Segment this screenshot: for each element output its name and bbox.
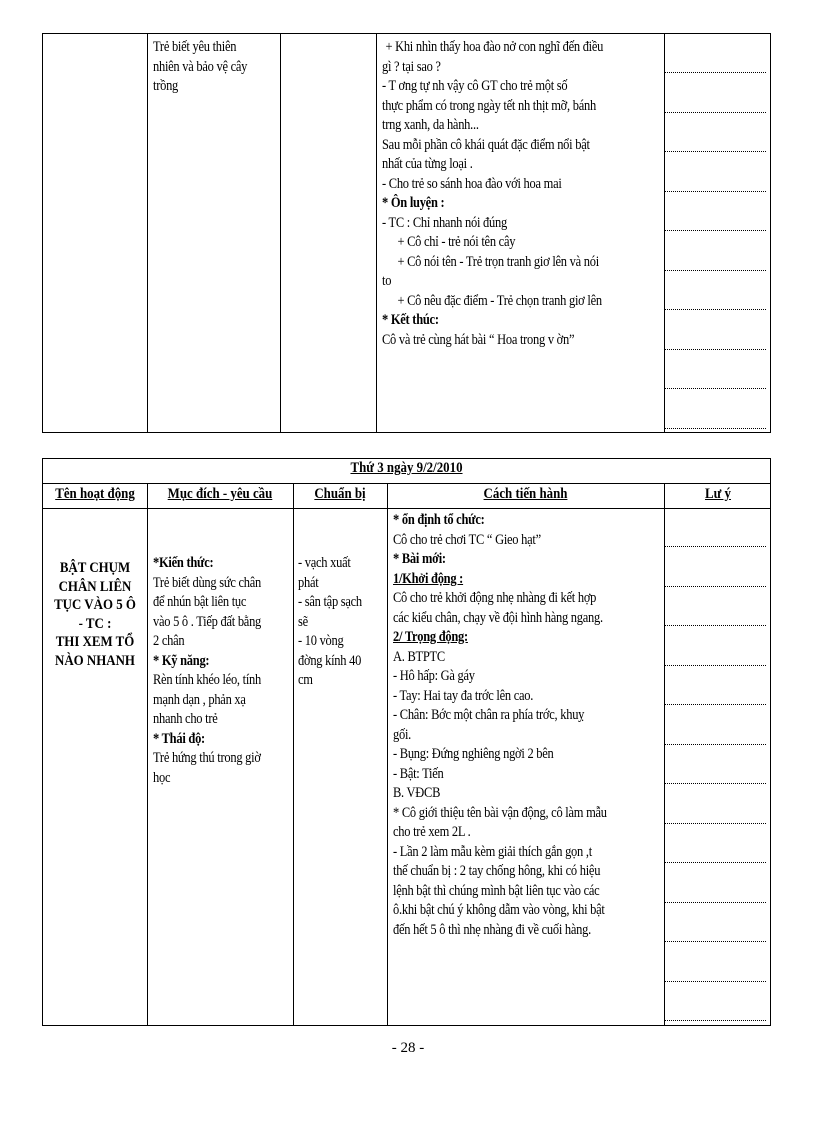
text-line: NÀO NHANH [55, 652, 135, 669]
text-line: trng xanh, da hành... [382, 117, 479, 133]
table-2 [42, 458, 771, 1026]
dotted-line [664, 941, 766, 942]
col-divider [280, 34, 281, 432]
text-line: - Chân: Bớc một chân ra phía trớc, khuỵ [393, 707, 585, 723]
text-line: + Cô nêu đặc điểm - Trẻ chọn tranh giơ lên [397, 292, 602, 309]
table-1 [42, 33, 771, 433]
text-line: * Kỹ năng: [153, 652, 210, 669]
header-activity: Tên hoạt động [55, 486, 135, 502]
procedure-cell [393, 511, 607, 940]
table1-purpose-cell [153, 38, 247, 97]
text-line: BẬT CHỤM [59, 560, 131, 576]
text-line: Cô cho trẻ khởi động nhẹ nhàng đi kết hợp [393, 590, 597, 606]
dotted-line [664, 783, 766, 784]
text-line: - Hô hấp: Gà gáy [393, 668, 475, 684]
text-line: * ổn định tổ chức: [393, 512, 485, 528]
text-line: * Thái độ: [153, 730, 205, 747]
text-line: 1/Khởi động : [393, 570, 464, 587]
header-notes: Lư ý [704, 486, 732, 502]
text-line: TỤC VÀO 5 Ô [54, 597, 136, 613]
text-line: cm [298, 672, 313, 688]
dotted-line [664, 546, 766, 547]
text-line: Trẻ hứng thú trong giờ [153, 750, 261, 766]
text-line: sẽ [298, 613, 308, 630]
text-line: nhất của từng loại . [382, 156, 473, 172]
text-line: 2 chân [153, 633, 185, 649]
text-line: - sân tập sạch [298, 594, 362, 610]
dotted-line [664, 230, 766, 231]
col-divider [293, 483, 294, 1025]
header-procedure: Cách tiến hành [483, 486, 568, 502]
text-line: đờng kính 40 [298, 652, 362, 669]
table1-procedure-cell [382, 38, 603, 350]
text-line: - 10 vòng [298, 633, 344, 649]
text-line: để nhún bật liên tục [153, 594, 247, 610]
text-line: A. BTPTC [393, 648, 445, 665]
table1-notes-dotted-lines [664, 34, 766, 432]
dotted-line [664, 586, 766, 587]
text-line: thế chuẩn bị : 2 tay chống hông, khi có hiệu [393, 863, 601, 879]
text-line: - TC : Chỉ nhanh nói đúng [382, 214, 507, 231]
col-divider [147, 34, 148, 432]
preparation-cell [298, 554, 362, 691]
text-line: mạnh dạn , phản xạ [153, 691, 246, 708]
dotted-line [664, 981, 766, 982]
text-line: phát [298, 574, 319, 591]
text-line: + Khi nhìn thấy hoa đào nở con nghĩ đến điều [385, 39, 604, 55]
text-line: - vạch xuất [298, 555, 351, 571]
dotted-line [664, 625, 766, 626]
dotted-line [664, 744, 766, 745]
header-divider [43, 508, 770, 509]
dotted-line [664, 309, 766, 310]
col-divider [147, 483, 148, 1025]
text-line: - TC : [78, 615, 112, 632]
text-line: * Cô giới thiệu tên bài vận động, cô làm mẫu [393, 804, 607, 821]
text-line: Trẻ biết dùng sức chân [153, 574, 261, 591]
dotted-line [664, 428, 766, 429]
dotted-line [664, 823, 766, 824]
text-line: các kiểu chân, chạy về đội hình hàng ngang. [393, 609, 603, 626]
text-line: nhiên và bảo vệ cây [153, 58, 248, 75]
page-number: - 28 - [391, 1040, 425, 1056]
text-line: trồng [153, 78, 179, 94]
text-line: THI XEM TỔ [55, 634, 135, 650]
text-line: Cô và trẻ cùng hát bài “ Hoa trong v ờn” [382, 331, 575, 348]
dotted-line [664, 902, 766, 903]
text-line: - Bụng: Đứng nghiêng ngời 2 bên [393, 746, 554, 762]
text-line: học [153, 769, 171, 786]
text-line: - T ơng tự nh vậy cô GT cho trẻ một số [382, 78, 568, 94]
text-line: ô.khi bật chú ý không dẫm vào vòng, khi bật [393, 902, 605, 918]
dotted-line [664, 151, 766, 152]
text-line: - Lần 2 làm mẫu kèm giải thích gắn gọn ,t [393, 843, 592, 860]
dotted-line [664, 1020, 766, 1021]
text-line: CHÂN LIÊN [58, 578, 132, 595]
text-line: - Cho trẻ so sánh hoa đào với hoa mai [382, 175, 562, 192]
col-divider [376, 34, 377, 432]
title-divider [43, 483, 770, 484]
text-line: * Bài mới: [393, 551, 446, 567]
text-line: *Kiến thức: [153, 555, 214, 571]
dotted-line [664, 270, 766, 271]
text-line: 2/ Trọng động: [393, 629, 468, 645]
text-line: Sau mỗi phần cô khái quát đặc điểm nổi bật [382, 136, 590, 153]
dotted-line [664, 349, 766, 350]
text-line: - Tay: Hai tay đa trớc lên cao. [393, 687, 534, 704]
text-line: + Cô chỉ - trẻ nói tên cây [397, 234, 516, 250]
col-divider [387, 483, 388, 1025]
activity-name-cell [52, 559, 138, 670]
dotted-line [664, 388, 766, 389]
text-line: nhanh cho trẻ [153, 711, 218, 727]
dotted-line [664, 665, 766, 666]
table2-notes-dotted-lines [664, 508, 766, 1025]
text-line: Trẻ biết yêu thiên [153, 39, 237, 55]
text-line: Cô cho trẻ chơi TC “ Gieo hạt” [393, 531, 541, 548]
text-line: cho trẻ xem 2L . [393, 824, 471, 840]
text-line: * Kết thúc: [382, 312, 439, 328]
header-purpose: Mục đích - yêu cầu [167, 486, 273, 502]
dotted-line [664, 862, 766, 863]
text-line: - Bật: Tiến [393, 765, 444, 782]
header-preparation: Chuẩn bị [314, 486, 366, 502]
text-line: B. VĐCB [393, 785, 441, 801]
text-line: đến hết 5 ô thì nhẹ nhàng đi về cuối hàng. [393, 921, 592, 938]
dotted-line [664, 72, 766, 73]
text-line: thực phẩm có trong ngày tết nh thịt mỡ, bánh [382, 97, 596, 114]
dotted-line [664, 112, 766, 113]
text-line: gì ? tại sao ? [382, 58, 441, 75]
dotted-line [664, 191, 766, 192]
text-line: * Ôn luyện : [382, 195, 445, 211]
text-line: + Cô nói tên - Trẻ trọn tranh giơ lên và nói [397, 253, 599, 270]
text-line: lệnh bật thì chúng mình bật liên tục vào các [393, 882, 600, 899]
dotted-line [664, 704, 766, 705]
text-line: to [382, 273, 392, 289]
text-line: gối. [393, 726, 412, 743]
table2-title: Thứ 3 ngày 9/2/2010 [350, 460, 463, 476]
text-line: Rèn tính khéo léo, tính [153, 672, 262, 688]
purpose-cell [153, 554, 261, 788]
text-line: vào 5 ô . Tiếp đất bằng [153, 613, 262, 630]
